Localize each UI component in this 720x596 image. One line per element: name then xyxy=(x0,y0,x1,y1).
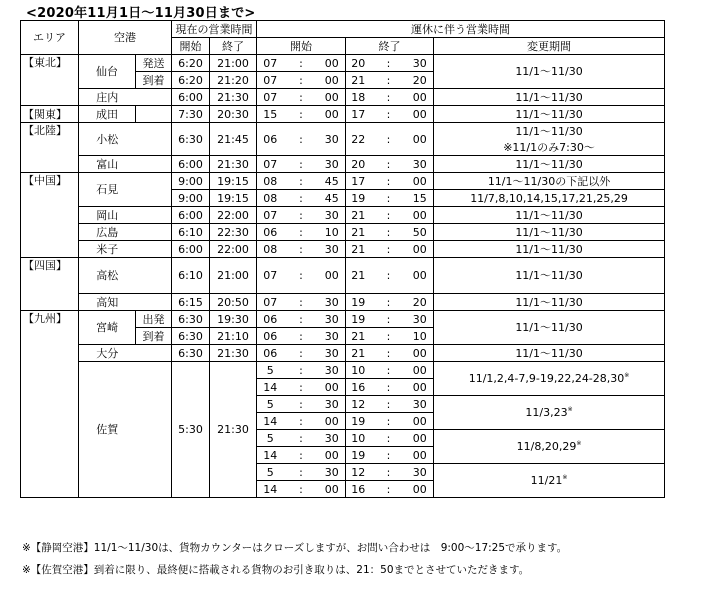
colon: : xyxy=(284,396,319,413)
area-tohoku: 【東北】 xyxy=(21,55,79,106)
current-open: 6:30 xyxy=(172,311,210,328)
current-open: 6:00 xyxy=(172,207,210,224)
period-text: 11/3,23 xyxy=(525,406,568,419)
airport-sendai: 仙台 xyxy=(79,55,136,89)
empty-cell xyxy=(136,362,172,498)
colon: : xyxy=(284,481,319,498)
close-minute: 00 xyxy=(407,241,434,258)
open-minute: 30 xyxy=(319,362,346,379)
airport-yonago: 米子 xyxy=(79,241,136,258)
colon: : xyxy=(371,156,407,173)
empty-cell xyxy=(136,173,172,207)
close-minute: 30 xyxy=(407,156,434,173)
change-period: 11/1～11/30 xyxy=(434,311,665,345)
colon: : xyxy=(284,447,319,464)
open-minute: 30 xyxy=(319,311,346,328)
current-open: 6:15 xyxy=(172,294,210,311)
change-period: 11/1～11/30 xyxy=(434,55,665,89)
open-minute: 30 xyxy=(319,430,346,447)
change-period xyxy=(434,362,665,396)
colon: : xyxy=(371,258,407,294)
open-hour: 06 xyxy=(257,311,284,328)
type-arrive: 到着 xyxy=(136,328,172,345)
open-hour: 14 xyxy=(257,447,284,464)
note-mark: ※ xyxy=(562,474,568,481)
header-current-close: 終了 xyxy=(210,38,257,55)
current-close: 22:30 xyxy=(210,224,257,241)
airport-iwami: 石見 xyxy=(79,173,136,207)
header-area: エリア xyxy=(21,21,79,55)
colon: : xyxy=(284,241,319,258)
change-period xyxy=(434,464,665,498)
close-minute: 00 xyxy=(407,258,434,294)
header-holiday-hours: 運休に伴う営業時間 xyxy=(257,21,665,38)
open-minute: 30 xyxy=(319,328,346,345)
table-row xyxy=(21,207,665,224)
colon: : xyxy=(371,241,407,258)
close-hour: 20 xyxy=(346,55,371,72)
open-hour: 07 xyxy=(257,258,284,294)
close-hour: 12 xyxy=(346,396,371,413)
table-row xyxy=(21,224,665,241)
colon: : xyxy=(371,207,407,224)
colon: : xyxy=(371,123,407,156)
change-period: 11/1～11/30 xyxy=(434,156,665,173)
table-row xyxy=(21,156,665,173)
current-close: 21:30 xyxy=(210,345,257,362)
open-hour: 14 xyxy=(257,481,284,498)
page-title: <2020年11月1日～11月30日まで> xyxy=(26,6,256,21)
close-minute: 00 xyxy=(407,481,434,498)
close-hour: 17 xyxy=(346,173,371,190)
airport-oita: 大分 xyxy=(79,345,136,362)
empty-cell xyxy=(136,123,172,156)
change-period xyxy=(434,396,665,430)
current-open: 6:00 xyxy=(172,241,210,258)
open-minute: 00 xyxy=(319,106,346,123)
colon: : xyxy=(284,207,319,224)
change-period: 11/1～11/30 xyxy=(434,106,665,123)
open-minute: 00 xyxy=(319,55,346,72)
empty-cell xyxy=(136,106,172,123)
change-period: 11/1～11/30 xyxy=(434,89,665,106)
table-row xyxy=(21,311,665,328)
open-minute: 00 xyxy=(319,379,346,396)
open-minute: 45 xyxy=(319,190,346,207)
current-close: 19:15 xyxy=(210,173,257,190)
open-minute: 30 xyxy=(319,464,346,481)
note-saga: ※【佐賀空港】到着に限り、最終便に搭載される貨物のお引き取りは、21：50までとさせていただきます。 xyxy=(22,564,530,576)
current-open: 6:20 xyxy=(172,72,210,89)
open-minute: 30 xyxy=(319,241,346,258)
current-open: 5:30 xyxy=(172,362,210,498)
area-hokuriku: 【北陸】 xyxy=(21,123,79,173)
change-period: 11/7,8,10,14,15,17,21,25,29 xyxy=(434,190,665,207)
close-minute: 00 xyxy=(407,89,434,106)
close-hour: 21 xyxy=(346,224,371,241)
colon: : xyxy=(371,106,407,123)
area-shikoku: 【四国】 xyxy=(21,258,79,311)
current-close: 20:50 xyxy=(210,294,257,311)
current-close: 22:00 xyxy=(210,207,257,224)
open-hour: 06 xyxy=(257,224,284,241)
colon: : xyxy=(284,173,319,190)
close-minute: 20 xyxy=(407,72,434,89)
area-kanto: 【関東】 xyxy=(21,106,79,123)
close-minute: 30 xyxy=(407,464,434,481)
colon: : xyxy=(371,190,407,207)
change-period: 11/1～11/30 xyxy=(434,207,665,224)
close-hour: 21 xyxy=(346,72,371,89)
current-open: 6:30 xyxy=(172,123,210,156)
colon: : xyxy=(284,294,319,311)
close-minute: 00 xyxy=(407,123,434,156)
open-hour: 08 xyxy=(257,173,284,190)
close-minute: 20 xyxy=(407,294,434,311)
open-hour: 07 xyxy=(257,89,284,106)
close-minute: 00 xyxy=(407,207,434,224)
current-close: 19:15 xyxy=(210,190,257,207)
close-hour: 20 xyxy=(346,156,371,173)
current-close: 21:00 xyxy=(210,258,257,294)
current-close: 21:30 xyxy=(210,156,257,173)
current-open: 6:00 xyxy=(172,89,210,106)
current-close: 20:30 xyxy=(210,106,257,123)
colon: : xyxy=(371,413,407,430)
close-minute: 50 xyxy=(407,224,434,241)
colon: : xyxy=(371,72,407,89)
close-hour: 21 xyxy=(346,345,371,362)
change-period: 11/1～11/30 xyxy=(434,345,665,362)
colon: : xyxy=(371,464,407,481)
current-open: 6:30 xyxy=(172,345,210,362)
close-hour: 19 xyxy=(346,413,371,430)
area-chugoku: 【中国】 xyxy=(21,173,79,258)
colon: : xyxy=(284,55,319,72)
airport-takamatsu: 高松 xyxy=(79,258,136,294)
header-change-period: 変更期間 xyxy=(434,38,665,55)
change-period xyxy=(434,430,665,464)
open-hour: 07 xyxy=(257,294,284,311)
close-hour: 21 xyxy=(346,328,371,345)
open-minute: 00 xyxy=(319,413,346,430)
airport-shonai: 庄内 xyxy=(79,89,136,106)
colon: : xyxy=(371,379,407,396)
close-hour: 19 xyxy=(346,311,371,328)
close-hour: 22 xyxy=(346,123,371,156)
table-row xyxy=(21,362,665,379)
current-close: 21:30 xyxy=(210,362,257,498)
change-period-note: ※11/1のみ7:30～ xyxy=(434,139,665,156)
close-minute: 00 xyxy=(407,106,434,123)
colon: : xyxy=(284,190,319,207)
colon: : xyxy=(371,430,407,447)
current-open: 6:30 xyxy=(172,328,210,345)
schedule-table xyxy=(20,20,665,498)
open-minute: 00 xyxy=(319,481,346,498)
open-hour: 08 xyxy=(257,241,284,258)
close-hour: 10 xyxy=(346,430,371,447)
colon: : xyxy=(284,311,319,328)
colon: : xyxy=(284,89,319,106)
close-minute: 30 xyxy=(407,396,434,413)
colon: : xyxy=(371,89,407,106)
colon: : xyxy=(371,362,407,379)
period-text: 11/21 xyxy=(530,474,563,487)
open-minute: 00 xyxy=(319,258,346,294)
close-hour: 16 xyxy=(346,481,371,498)
open-hour: 08 xyxy=(257,190,284,207)
colon: : xyxy=(371,345,407,362)
current-close: 21:45 xyxy=(210,123,257,156)
current-close: 21:20 xyxy=(210,72,257,89)
open-minute: 30 xyxy=(319,123,346,156)
open-minute: 30 xyxy=(319,396,346,413)
current-open: 7:30 xyxy=(172,106,210,123)
current-open: 6:10 xyxy=(172,258,210,294)
close-hour: 21 xyxy=(346,207,371,224)
open-hour: 5 xyxy=(257,396,284,413)
header-current-open: 開始 xyxy=(172,38,210,55)
open-hour: 5 xyxy=(257,362,284,379)
table-row xyxy=(21,258,665,294)
current-close: 22:00 xyxy=(210,241,257,258)
airport-narita: 成田 xyxy=(79,106,136,123)
current-close: 21:00 xyxy=(210,55,257,72)
colon: : xyxy=(371,311,407,328)
close-minute: 00 xyxy=(407,413,434,430)
open-hour: 5 xyxy=(257,430,284,447)
colon: : xyxy=(284,123,319,156)
airport-hiroshima: 広島 xyxy=(79,224,136,241)
open-minute: 00 xyxy=(319,72,346,89)
colon: : xyxy=(284,258,319,294)
colon: : xyxy=(284,106,319,123)
colon: : xyxy=(284,362,319,379)
close-minute: 00 xyxy=(407,173,434,190)
open-hour: 07 xyxy=(257,156,284,173)
close-minute: 15 xyxy=(407,190,434,207)
close-hour: 19 xyxy=(346,294,371,311)
change-period: 11/1～11/30 xyxy=(434,224,665,241)
colon: : xyxy=(371,481,407,498)
open-hour: 5 xyxy=(257,464,284,481)
colon: : xyxy=(371,224,407,241)
change-period: 11/1～11/30 xyxy=(434,258,665,294)
close-minute: 30 xyxy=(407,55,434,72)
current-close: 21:30 xyxy=(210,89,257,106)
open-minute: 10 xyxy=(319,224,346,241)
note-mark: ※ xyxy=(624,372,630,379)
airport-kochi: 高知 xyxy=(79,294,136,311)
close-hour: 18 xyxy=(346,89,371,106)
table-row xyxy=(21,89,665,106)
empty-cell xyxy=(136,258,172,294)
open-hour: 14 xyxy=(257,413,284,430)
colon: : xyxy=(284,224,319,241)
colon: : xyxy=(371,294,407,311)
empty-cell xyxy=(136,224,172,241)
empty-cell xyxy=(136,241,172,258)
airport-toyama: 富山 xyxy=(79,156,136,173)
period-text: 11/8,20,29 xyxy=(516,440,577,453)
current-open: 9:00 xyxy=(172,190,210,207)
empty-cell xyxy=(136,294,172,311)
header-airport: 空港 xyxy=(79,21,172,55)
open-minute: 30 xyxy=(319,156,346,173)
area-kyushu: 【九州】 xyxy=(21,311,79,498)
open-hour: 15 xyxy=(257,106,284,123)
open-minute: 00 xyxy=(319,447,346,464)
airport-saga: 佐賀 xyxy=(79,362,136,498)
close-hour: 16 xyxy=(346,379,371,396)
colon: : xyxy=(371,55,407,72)
open-minute: 45 xyxy=(319,173,346,190)
empty-cell xyxy=(136,156,172,173)
table-row xyxy=(21,106,665,123)
colon: : xyxy=(371,328,407,345)
colon: : xyxy=(284,413,319,430)
type-send: 発送 xyxy=(136,55,172,72)
change-period: 11/1～11/30 xyxy=(434,123,665,140)
colon: : xyxy=(371,173,407,190)
close-minute: 30 xyxy=(407,311,434,328)
open-hour: 07 xyxy=(257,207,284,224)
colon: : xyxy=(284,328,319,345)
open-minute: 00 xyxy=(319,89,346,106)
table-row xyxy=(21,55,665,72)
type-arrive: 到着 xyxy=(136,72,172,89)
open-hour: 14 xyxy=(257,379,284,396)
close-minute: 00 xyxy=(407,447,434,464)
close-minute: 00 xyxy=(407,430,434,447)
current-close: 21:10 xyxy=(210,328,257,345)
close-hour: 12 xyxy=(346,464,371,481)
open-minute: 30 xyxy=(319,294,346,311)
table-row xyxy=(21,294,665,311)
current-open: 9:00 xyxy=(172,173,210,190)
close-hour: 17 xyxy=(346,106,371,123)
close-hour: 19 xyxy=(346,190,371,207)
header-holiday-close: 終了 xyxy=(346,38,434,55)
empty-cell xyxy=(136,345,172,362)
close-hour: 19 xyxy=(346,447,371,464)
table-row xyxy=(21,123,665,140)
table-row xyxy=(21,241,665,258)
airport-miyazaki: 宮崎 xyxy=(79,311,136,345)
colon: : xyxy=(371,396,407,413)
open-hour: 07 xyxy=(257,72,284,89)
colon: : xyxy=(284,156,319,173)
open-hour: 06 xyxy=(257,328,284,345)
colon: : xyxy=(284,72,319,89)
current-open: 6:20 xyxy=(172,55,210,72)
open-minute: 30 xyxy=(319,207,346,224)
header-current-hours: 現在の営業時間 xyxy=(172,21,257,38)
open-hour: 06 xyxy=(257,123,284,156)
colon: : xyxy=(371,447,407,464)
close-hour: 21 xyxy=(346,241,371,258)
close-minute: 00 xyxy=(407,345,434,362)
table-row xyxy=(21,345,665,362)
open-minute: 30 xyxy=(319,345,346,362)
open-hour: 06 xyxy=(257,345,284,362)
open-hour: 07 xyxy=(257,55,284,72)
close-hour: 10 xyxy=(346,362,371,379)
current-close: 19:30 xyxy=(210,311,257,328)
close-minute: 00 xyxy=(407,379,434,396)
header-holiday-open: 開始 xyxy=(257,38,346,55)
note-mark: ※ xyxy=(576,440,582,447)
colon: : xyxy=(284,345,319,362)
type-depart: 出発 xyxy=(136,311,172,328)
current-open: 6:10 xyxy=(172,224,210,241)
change-period: 11/1～11/30 xyxy=(434,294,665,311)
close-minute: 10 xyxy=(407,328,434,345)
empty-cell xyxy=(136,207,172,224)
colon: : xyxy=(284,464,319,481)
change-period: 11/1～11/30の下記以外 xyxy=(434,173,665,190)
empty-cell xyxy=(136,89,172,106)
close-minute: 00 xyxy=(407,362,434,379)
close-hour: 21 xyxy=(346,258,371,294)
change-period: 11/1～11/30 xyxy=(434,241,665,258)
current-open: 6:00 xyxy=(172,156,210,173)
note-mark: ※ xyxy=(567,406,573,413)
period-text: 11/1,2,4-7,9-19,22,24-28,30 xyxy=(468,372,625,385)
header-row-1 xyxy=(21,21,665,38)
colon: : xyxy=(284,379,319,396)
note-shizuoka: ※【静岡空港】11/1～11/30は、貨物カウンターはクローズしますが、お問い合わせは 9:00～17:25で承ります。 xyxy=(22,542,568,554)
table-row xyxy=(21,173,665,190)
colon: : xyxy=(284,430,319,447)
airport-okayama: 岡山 xyxy=(79,207,136,224)
airport-komatsu: 小松 xyxy=(79,123,136,156)
